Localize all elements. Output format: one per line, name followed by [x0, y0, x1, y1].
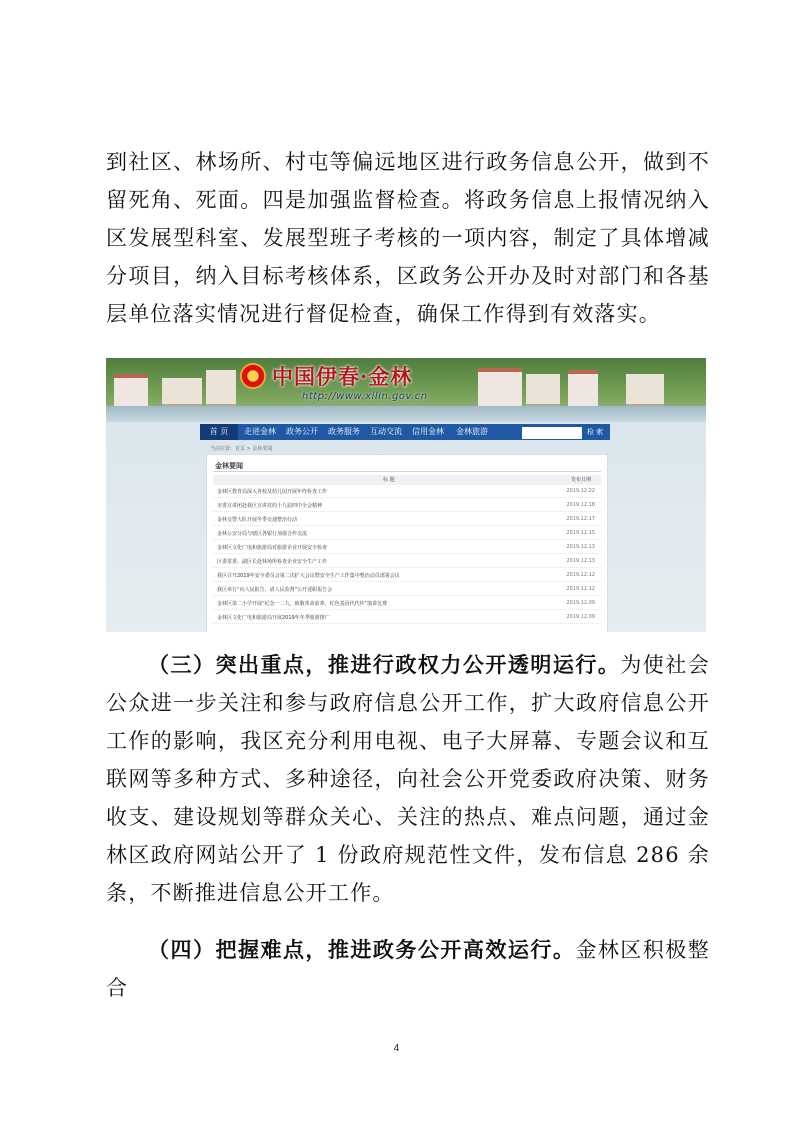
news-date: 2019.12.15 — [566, 530, 595, 536]
body-paragraph-2 — [106, 646, 710, 912]
news-title[interactable]: 市委宣讲团赴我区宣讲党的十九届四中全会精神 — [217, 503, 323, 509]
news-date: 2019.12.09 — [566, 600, 595, 606]
news-title[interactable]: 金林区教育局深入各校及幼儿园开展年终检查工作 — [217, 489, 328, 495]
table-row[interactable] — [213, 598, 601, 610]
table-row[interactable] — [213, 584, 601, 596]
news-title[interactable]: 金林区文化广电和旅游局开展2019年冬季旅游推广 — [217, 615, 330, 621]
nav-item-credit[interactable]: 信用金林 — [412, 427, 444, 436]
news-panel — [206, 454, 608, 632]
panel-title: 金林要闻 — [215, 462, 243, 470]
table-row[interactable] — [213, 570, 601, 582]
nav-item-interaction[interactable]: 互动交流 — [370, 427, 402, 436]
table-row[interactable] — [213, 514, 601, 526]
news-date: 2019.12.12 — [566, 572, 595, 578]
news-title[interactable]: 我区举行“向人民报告、请人民监督”公开述职报告会 — [217, 587, 333, 593]
table-header — [213, 475, 601, 485]
section-heading-3: （三）突出重点，推进行政权力公开透明运行。 — [148, 653, 621, 677]
nav-item-about[interactable]: 走进金林 — [244, 427, 276, 436]
column-header-title: 标 题 — [383, 477, 395, 483]
table-row[interactable] — [213, 500, 601, 512]
table-row[interactable] — [213, 556, 601, 568]
news-title[interactable]: 金林交警大队开展冬季交通整治行动 — [217, 517, 298, 523]
news-date: 2019.12.18 — [566, 502, 595, 508]
national-emblem-icon — [240, 363, 266, 389]
news-title[interactable]: 金林区第二小学开展“纪念一二九，致敬革命前辈，红色基因代代传”演讲比赛 — [217, 601, 388, 607]
nav-item-tourism[interactable]: 金林旅游 — [456, 427, 488, 436]
site-title: 中国伊春·金林 — [272, 364, 413, 389]
paragraph-text: 为使社会公众进一步关注和参与政府信息公开工作，扩大政府信息公开工作的影响，我区充分利用电视、电子大屏幕、专题会议和互联网等多种方式、多种途径，向社会公开党委政府决策、财务收支、建设规划等群众关心、关注的热点、难点问题，通过金林区政府网站公开了 1 份政府规范性文件，发布信息 286 余条，不断推进信息公开工作。 — [106, 653, 710, 905]
table-row[interactable] — [213, 528, 601, 540]
site-banner — [106, 358, 706, 422]
table-row[interactable] — [213, 612, 601, 624]
news-date: 2019.12.13 — [566, 558, 595, 564]
news-date: 2019.12.13 — [566, 544, 595, 550]
news-date: 2019.12.12 — [566, 586, 595, 592]
body-paragraph-3 — [106, 931, 710, 1007]
site-nav-bar — [200, 424, 610, 440]
news-title[interactable]: 金林区文化广电和旅游局对旅游企业开展安全检查 — [217, 545, 328, 551]
page-number: 4 — [393, 1043, 400, 1054]
nav-item-gov-affairs[interactable]: 政务公开 — [286, 427, 318, 436]
breadcrumb: 当前位置：首页 > 金林要闻 — [210, 446, 273, 452]
news-date: 2019.12.17 — [566, 516, 595, 522]
table-row[interactable] — [213, 486, 601, 498]
section-heading-4: （四）把握难点，推进政务公开高效运行。 — [148, 938, 576, 962]
nav-item-home[interactable]: 首 页 — [200, 424, 238, 440]
paragraph-text: 金林区积极整合 — [106, 938, 710, 1000]
site-search-input[interactable] — [522, 427, 582, 439]
column-header-date: 发布日期 — [570, 477, 591, 483]
site-url: http://www.xilin.gov.cn — [302, 391, 428, 402]
news-date: 2019.12.09 — [566, 614, 595, 620]
news-title[interactable]: 金林公安分局与辖区各银行加强合作交流 — [217, 531, 308, 537]
table-row[interactable] — [213, 542, 601, 554]
nav-item-services[interactable]: 政务服务 — [328, 427, 360, 436]
website-screenshot — [106, 358, 706, 632]
site-search-button[interactable]: 检 索 — [586, 428, 604, 436]
news-date: 2019.12.22 — [566, 488, 595, 494]
news-title[interactable]: 我区召开2019年安全委员会第二次扩大会议暨安全生产工作集中整治动员部署会议 — [217, 573, 400, 579]
news-title[interactable]: 区委常委、副区长赴林场所检查企业安全生产工作 — [217, 559, 328, 565]
body-paragraph-1: 到社区、林场所、村屯等偏远地区进行政务信息公开，做到不留死角、死面。四是加强监督检查。将政务信息上报情况纳入区发展型科室、发展型班子考核的一项内容，制定了具体增减分项目，纳入目标考核体系，区政务公开办及时对部门和各基层单位落实情况进行督促检查，确保工作得到有效落实。 — [106, 150, 710, 326]
